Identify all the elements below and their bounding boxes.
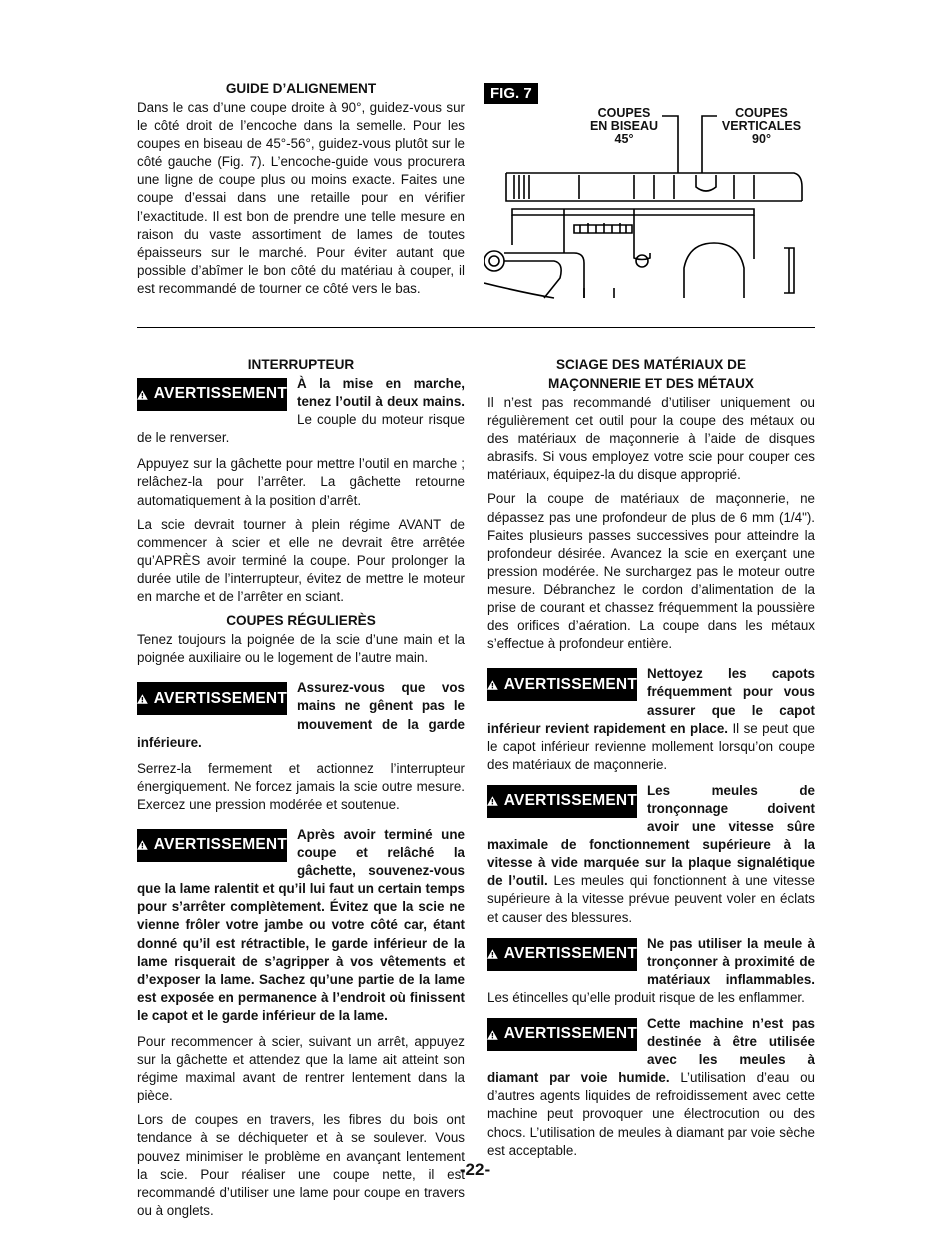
paragraph: Pour la coupe de matériaux de maçonnerie, ne dépassez pas une profondeur de plus de 6 mm (1/4"). Faites plusieurs passes successives pour atteindre la profondeur désirée. Avancez la scie en exerçant une pression modérée. Ne surchargez pas le moteur outre mesure. Débranchez le cordon d’alimentation de la prise de courant et chassez fréquemment la poussière des orifices d’aération. La coupe dans les métaux s’effectue à profondeur entière. [487, 491, 815, 652]
warning-badge [487, 785, 637, 818]
warning-triangle-icon [137, 388, 148, 402]
paragraph: La scie devrait tourner à plein régime AVANT de commencer à scier et elle ne devrait être arrêtée qu’APRÈS avoir terminé la coupe. Pour prolonger la durée utile de l’interrupteur, évitez de mettre le moteur en marche et de l’arrêter en sciant. [137, 516, 465, 605]
bevel-label-line2: EN BISEAU [589, 119, 659, 133]
warning-badge-label: AVERTISSEMENT [153, 385, 287, 403]
warning-text: Les étincelles qu’elle produit risque de les enflammer. [487, 989, 805, 1005]
bevel-label-line1: COUPES [597, 106, 651, 120]
paragraph: Tenez toujours la poignée de la scie d’une main et la poignée auxiliaire ou le logement de l’autre main. [137, 632, 465, 666]
warning-block [137, 679, 465, 751]
warning-text-bold: Après avoir terminé une coupe et relâché la gâchette, souvenez-vous que la lame ralentit et qu’il lui faut un certain temps pour s’arrêter complètement. Évitez que la scie ne vienne frôler votre jambe ou votre côté car, étant donné qu’il est rétractible, le garde inférieur de la lame risquerait de s’agripper à vos vêtements et d’exposer la lame. Sachez qu’une partie de la lame est exposée en permanence à l’endroit où finissent le capot et le garde inférieur de la lame. [137, 826, 465, 1023]
right-column [487, 356, 815, 1168]
warning-triangle-icon [137, 692, 148, 706]
paragraph: Lors de coupes en travers, les fibres du bois ont tendance à se déchiqueter et à se soulever. Vous pouvez minimiser le problème en avançant lentement la scie. Pour réaliser une coupe nette, il est recommandé d’utiliser une lame pour coupe en travers ou à onglets. [137, 1112, 465, 1218]
warning-text-bold: Ne pas utiliser la meule à tronçonner à proximité de matériaux inflammables. [647, 935, 815, 987]
masonry-title-line1: SCIAGE DES MATÉRIAUX DE [555, 357, 747, 372]
warning-text-bold: Les meules de tronçonnage doivent avoir une vitesse sûre maximale de fonctionnement supérieure à la vitesse à vide marquée sur la plaque signalétique de l’outil. [487, 782, 815, 889]
warning-badge [487, 668, 637, 701]
warning-block [487, 665, 815, 774]
vertical-label-line1: COUPES [735, 106, 788, 120]
warning-badge-label: AVERTISSEMENT [153, 689, 287, 707]
alignment-guide-body: Dans le cas d’une coupe droite à 90°, guidez-vous sur le côté droit de l’encoche dans la semelle. Pour les coupes en biseau de 45°-56°, guidez-vous plutôt sur le côté gauche (Fig. 7). L’encoche-guide vous procurera une ligne de coupe plus ou moins exacte. Faites une coupe d’essai dans une retaille pour en vérifier l’exactitude. Il est bon de prendre une telle mesure en raison du vaste assortiment de lames de toutes épaisseurs sur le marché. Pour éviter autant que possible d’abîmer le bon côté du matériau à couper, il est recommandé de tourner ce côté vers le bas. [137, 100, 465, 296]
warning-text: L’utilisation d’eau ou d’autres agents liquides de refroidissement avec cette machine peut provoquer une électrocution ou des chocs. L’utilisation de meules à diamant par voie sèche est acceptable. [487, 1070, 815, 1158]
warning-triangle-icon [487, 678, 498, 692]
warning-text: Le couple du moteur risque de le renverser. [137, 412, 465, 446]
paragraph: Il n’est pas recommandé d’utiliser uniquement ou régulièrement cet outil pour la coupe des métaux ou des matériaux de maçonnerie à l’aide de disques abrasifs. Si vous employez votre scie pour couper ces matériaux, équipez-la du disque approprié. [487, 395, 815, 483]
section-divider [137, 327, 815, 328]
warning-badge-label: AVERTISSEMENT [503, 945, 637, 963]
warning-badge [137, 682, 287, 715]
warning-block [487, 782, 815, 927]
warning-triangle-icon [487, 794, 498, 808]
bevel-angle: 45° [614, 132, 634, 146]
paragraph: Serrez-la fermement et actionnez l’interrupteur énergiquement. Ne forcez jamais la scie outre mesure. Exercez une pression modérée et soutenue. [137, 760, 465, 812]
switch-title: INTERRUPTEUR [247, 357, 355, 372]
warning-triangle-icon [487, 947, 498, 961]
warning-badge-label: AVERTISSEMENT [153, 836, 287, 854]
masonry-title-line2: MAÇONNERIE ET DES MÉTAUX [548, 376, 754, 391]
warning-badge [487, 938, 637, 971]
warning-badge-label: AVERTISSEMENT [503, 675, 637, 693]
warning-block [137, 826, 465, 1025]
warning-text-bold: À la mise en marche, tenez l’outil à deux mains. [297, 376, 465, 410]
warning-text-bold: Assurez-vous que vos mains ne gênent pas le mouvement de la garde inférieure. [137, 680, 465, 750]
vertical-angle: 90° [752, 132, 771, 146]
warning-badge [137, 829, 287, 862]
paragraph: Pour recommencer à scier, suivant un arrêt, appuyez sur la gâchette et attendez que la lame ait atteint son régime maximal avant de rentrer lentement dans la pièce. [137, 1034, 465, 1104]
warning-text: Les meules qui fonctionnent à une vitesse supérieure à la vitesse prévue peuvent voler en éclats et causer des blessures. [487, 873, 815, 925]
left-column [137, 356, 465, 1226]
vertical-label-line2: VERTICALES [721, 119, 802, 133]
warning-text-bold: Nettoyez les capots fréquemment pour vous assurer que le capot inférieur revient rapidement en place. [487, 666, 815, 736]
warning-badge [487, 1018, 637, 1051]
warning-triangle-icon [487, 1028, 498, 1042]
alignment-guide-title: GUIDE D’ALIGNEMENT [225, 81, 377, 96]
regular-cuts-title: COUPES RÉGULIERÈS [226, 613, 376, 629]
saw-shoe-illustration [484, 83, 814, 303]
figure-7 [484, 83, 814, 303]
warning-triangle-icon [137, 838, 148, 852]
warning-text: Il se peut que le capot inférieur revienne mollement lorsqu’on coupe des matériaux de maçonnerie. [487, 720, 815, 772]
warning-badge [137, 378, 287, 411]
figure-label: FIG. 7 [484, 83, 538, 104]
alignment-guide-section [137, 80, 465, 304]
warning-text-bold: Cette machine n’est pas destinée à être utilisée avec les meules à diamant par voie humide. [487, 1016, 815, 1086]
warning-badge-label: AVERTISSEMENT [503, 1025, 637, 1043]
warning-badge-label: AVERTISSEMENT [503, 792, 637, 810]
warning-block [487, 1015, 815, 1160]
warning-block [137, 375, 465, 447]
warning-block [487, 935, 815, 1007]
paragraph: Appuyez sur la gâchette pour mettre l’outil en marche ; relâchez-la pour l’arrêter. La gâchette retourne automatiquement à la position d’arrêt. [137, 456, 465, 508]
page-number: -22- [459, 1160, 491, 1179]
